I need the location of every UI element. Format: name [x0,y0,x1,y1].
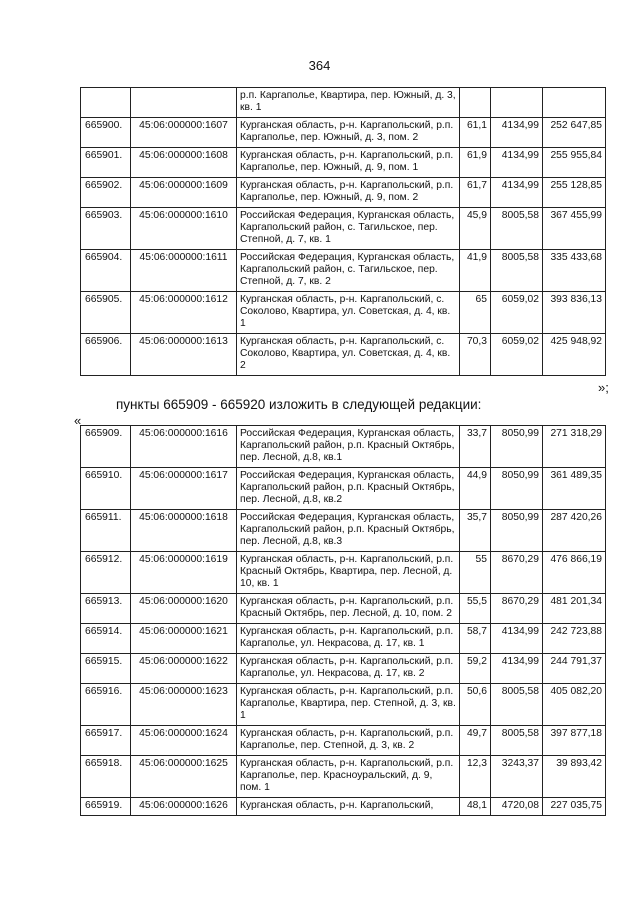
address-cell: Курганская область, р-н. Каргапольский, р.п. Каргаполье, ул. Некрасова, д. 17, кв. 1 [237,624,460,654]
table-row [81,250,606,292]
area-value-cell: 35,7 [460,510,491,552]
table-row [81,334,606,376]
cadastral-value-cell: 425 948,92 [543,334,606,376]
cadastral-value-cell: 244 791,37 [543,654,606,684]
cadastral-number-cell: 45:06:000000:1617 [131,468,237,510]
area-value-cell: 50,6 [460,684,491,726]
item-number-cell: 665916. [81,684,131,726]
address-cell: Курганская область, р-н. Каргапольский, [237,798,460,816]
page-number: 364 [308,58,331,73]
cadastral-number-cell: 45:06:000000:1623 [131,684,237,726]
cadastral-value-cell: 271 318,29 [543,426,606,468]
table-row [81,510,606,552]
address-cell: Российская Федерация, Курганская область, Каргапольский район, с. Тагильское, пер. Степной, д. 7, кв. 1 [237,208,460,250]
address-cell: Курганская область, р-н. Каргапольский, р.п. Каргаполье, ул. Некрасова, д. 17, кв. 2 [237,654,460,684]
cadastral-number-cell: 45:06:000000:1610 [131,208,237,250]
specific-value-cell: 8050,99 [491,426,543,468]
specific-value-cell [491,88,543,118]
cadastral-value-cell: 361 489,35 [543,468,606,510]
item-number-cell: 665911. [81,510,131,552]
cadastral-value-cell: 393 836,13 [543,292,606,334]
cadastral-number-cell: 45:06:000000:1612 [131,292,237,334]
area-value-cell: 65 [460,292,491,334]
specific-value-cell: 4134,99 [491,148,543,178]
table-row [81,468,606,510]
cadastral-number-cell: 45:06:000000:1625 [131,756,237,798]
cadastral-value-cell: 227 035,75 [543,798,606,816]
specific-value-cell: 8050,99 [491,510,543,552]
item-number-cell: 665906. [81,334,131,376]
address-cell: Курганская область, р-н. Каргапольский, р.п. Красный Октябрь, пер. Лесной, д. 10, пом. 2 [237,594,460,624]
table-row [81,292,606,334]
specific-value-cell: 4134,99 [491,654,543,684]
cadastral-number-cell: 45:06:000000:1626 [131,798,237,816]
cadastral-value-cell: 39 893,42 [543,756,606,798]
area-value-cell: 61,9 [460,148,491,178]
address-cell: Российская Федерация, Курганская область, Каргапольский район, р.п. Красный Октябрь, пер. Лесной, д.8, кв.2 [237,468,460,510]
cadastral-number-cell: 45:06:000000:1618 [131,510,237,552]
specific-value-cell: 8005,58 [491,250,543,292]
specific-value-cell: 8670,29 [491,552,543,594]
table-row [81,178,606,208]
land-registry-table-top [80,87,606,376]
table-row [81,756,606,798]
specific-value-cell: 3243,37 [491,756,543,798]
item-number-cell: 665909. [81,426,131,468]
item-number-cell: 665905. [81,292,131,334]
specific-value-cell: 4720,08 [491,798,543,816]
item-number-cell: 665917. [81,726,131,756]
address-cell: Российская Федерация, Курганская область, Каргапольский район, р.п. Красный Октябрь, пер. Лесной, д.8, кв.1 [237,426,460,468]
cadastral-value-cell: 476 866,19 [543,552,606,594]
address-cell: Курганская область, р-н. Каргапольский, р.п. Красный Октябрь, Квартира, пер. Лесной, д. 10, кв. 1 [237,552,460,594]
item-number-cell: 665913. [81,594,131,624]
area-value-cell: 55,5 [460,594,491,624]
address-cell: Курганская область, р-н. Каргапольский, р.п. Каргаполье, пер. Степной, д. 3, кв. 2 [237,726,460,756]
area-value-cell: 12,3 [460,756,491,798]
opening-quote: « [74,413,82,428]
area-value-cell: 33,7 [460,426,491,468]
item-number-cell: 665919. [81,798,131,816]
specific-value-cell: 4134,99 [491,178,543,208]
cadastral-number-cell: 45:06:000000:1608 [131,148,237,178]
address-cell: р.п. Каргаполье, Квартира, пер. Южный, д. 3, кв. 1 [237,88,460,118]
table-row [81,594,606,624]
address-cell: Российская Федерация, Курганская область, Каргапольский район, р.п. Красный Октябрь, пер. Лесной, д.8, кв.3 [237,510,460,552]
cadastral-value-cell: 335 433,68 [543,250,606,292]
address-cell: Курганская область, р-н. Каргапольский, р.п. Каргаполье, пер. Южный, д. 3, пом. 2 [237,118,460,148]
cadastral-value-cell: 242 723,88 [543,624,606,654]
cadastral-value-cell: 255 128,85 [543,178,606,208]
address-cell: Курганская область, р-н. Каргапольский, р.п. Каргаполье, пер. Красноуральский, д. 9, пом. 1 [237,756,460,798]
address-cell: Курганская область, р-н. Каргапольский, с. Соколово, Квартира, ул. Советская, д. 4, кв. 1 [237,292,460,334]
table-row [81,118,606,148]
cadastral-value-cell: 397 877,18 [543,726,606,756]
item-number-cell [81,88,131,118]
table-row [81,798,606,816]
table-row [81,88,606,118]
cadastral-number-cell: 45:06:000000:1616 [131,426,237,468]
land-registry-table-amended [80,425,606,816]
cadastral-value-cell [543,88,606,118]
cadastral-value-cell: 405 082,20 [543,684,606,726]
table-row [81,208,606,250]
address-cell: Курганская область, р-н. Каргапольский, р.п. Каргаполье, пер. Южный, д. 9, пом. 2 [237,178,460,208]
amendment-instruction: пункты 665909 - 665920 изложить в следующей редакции: [116,397,482,412]
specific-value-cell: 8050,99 [491,468,543,510]
area-value-cell: 48,1 [460,798,491,816]
cadastral-number-cell: 45:06:000000:1624 [131,726,237,756]
cadastral-value-cell: 481 201,34 [543,594,606,624]
table-row [81,654,606,684]
area-value-cell: 70,3 [460,334,491,376]
item-number-cell: 665901. [81,148,131,178]
area-value-cell: 49,7 [460,726,491,756]
specific-value-cell: 6059,02 [491,292,543,334]
table-row [81,726,606,756]
table-row [81,552,606,594]
table-row [81,148,606,178]
table-row [81,624,606,654]
table-row [81,426,606,468]
address-cell: Российская Федерация, Курганская область, Каргапольский район, с. Тагильское, пер. Степной, д. 7, кв. 2 [237,250,460,292]
item-number-cell: 665902. [81,178,131,208]
cadastral-number-cell: 45:06:000000:1622 [131,654,237,684]
area-value-cell: 59,2 [460,654,491,684]
cadastral-number-cell: 45:06:000000:1613 [131,334,237,376]
specific-value-cell: 4134,99 [491,624,543,654]
specific-value-cell: 8005,58 [491,726,543,756]
address-cell: Курганская область, р-н. Каргапольский, р.п. Каргаполье, Квартира, пер. Степной, д. 3, кв. 1 [237,684,460,726]
item-number-cell: 665900. [81,118,131,148]
cadastral-value-cell: 252 647,85 [543,118,606,148]
specific-value-cell: 8670,29 [491,594,543,624]
cadastral-number-cell: 45:06:000000:1607 [131,118,237,148]
area-value-cell: 55 [460,552,491,594]
item-number-cell: 665912. [81,552,131,594]
area-value-cell: 58,7 [460,624,491,654]
area-value-cell [460,88,491,118]
area-value-cell: 41,9 [460,250,491,292]
item-number-cell: 665910. [81,468,131,510]
item-number-cell: 665903. [81,208,131,250]
cadastral-number-cell: 45:06:000000:1621 [131,624,237,654]
closing-quote: »; [598,380,609,395]
cadastral-number-cell: 45:06:000000:1611 [131,250,237,292]
area-value-cell: 44,9 [460,468,491,510]
item-number-cell: 665918. [81,756,131,798]
table-row [81,684,606,726]
area-value-cell: 61,1 [460,118,491,148]
cadastral-number-cell: 45:06:000000:1620 [131,594,237,624]
cadastral-number-cell: 45:06:000000:1619 [131,552,237,594]
area-value-cell: 45,9 [460,208,491,250]
cadastral-value-cell: 287 420,26 [543,510,606,552]
cadastral-value-cell: 255 955,84 [543,148,606,178]
area-value-cell: 61,7 [460,178,491,208]
specific-value-cell: 6059,02 [491,334,543,376]
specific-value-cell: 8005,58 [491,208,543,250]
item-number-cell: 665915. [81,654,131,684]
item-number-cell: 665914. [81,624,131,654]
cadastral-value-cell: 367 455,99 [543,208,606,250]
address-cell: Курганская область, р-н. Каргапольский, с. Соколово, Квартира, ул. Советская, д. 4, кв. 2 [237,334,460,376]
address-cell: Курганская область, р-н. Каргапольский, р.п. Каргаполье, пер. Южный, д. 9, пом. 1 [237,148,460,178]
specific-value-cell: 8005,58 [491,684,543,726]
specific-value-cell: 4134,99 [491,118,543,148]
item-number-cell: 665904. [81,250,131,292]
cadastral-number-cell: 45:06:000000:1609 [131,178,237,208]
cadastral-number-cell [131,88,237,118]
